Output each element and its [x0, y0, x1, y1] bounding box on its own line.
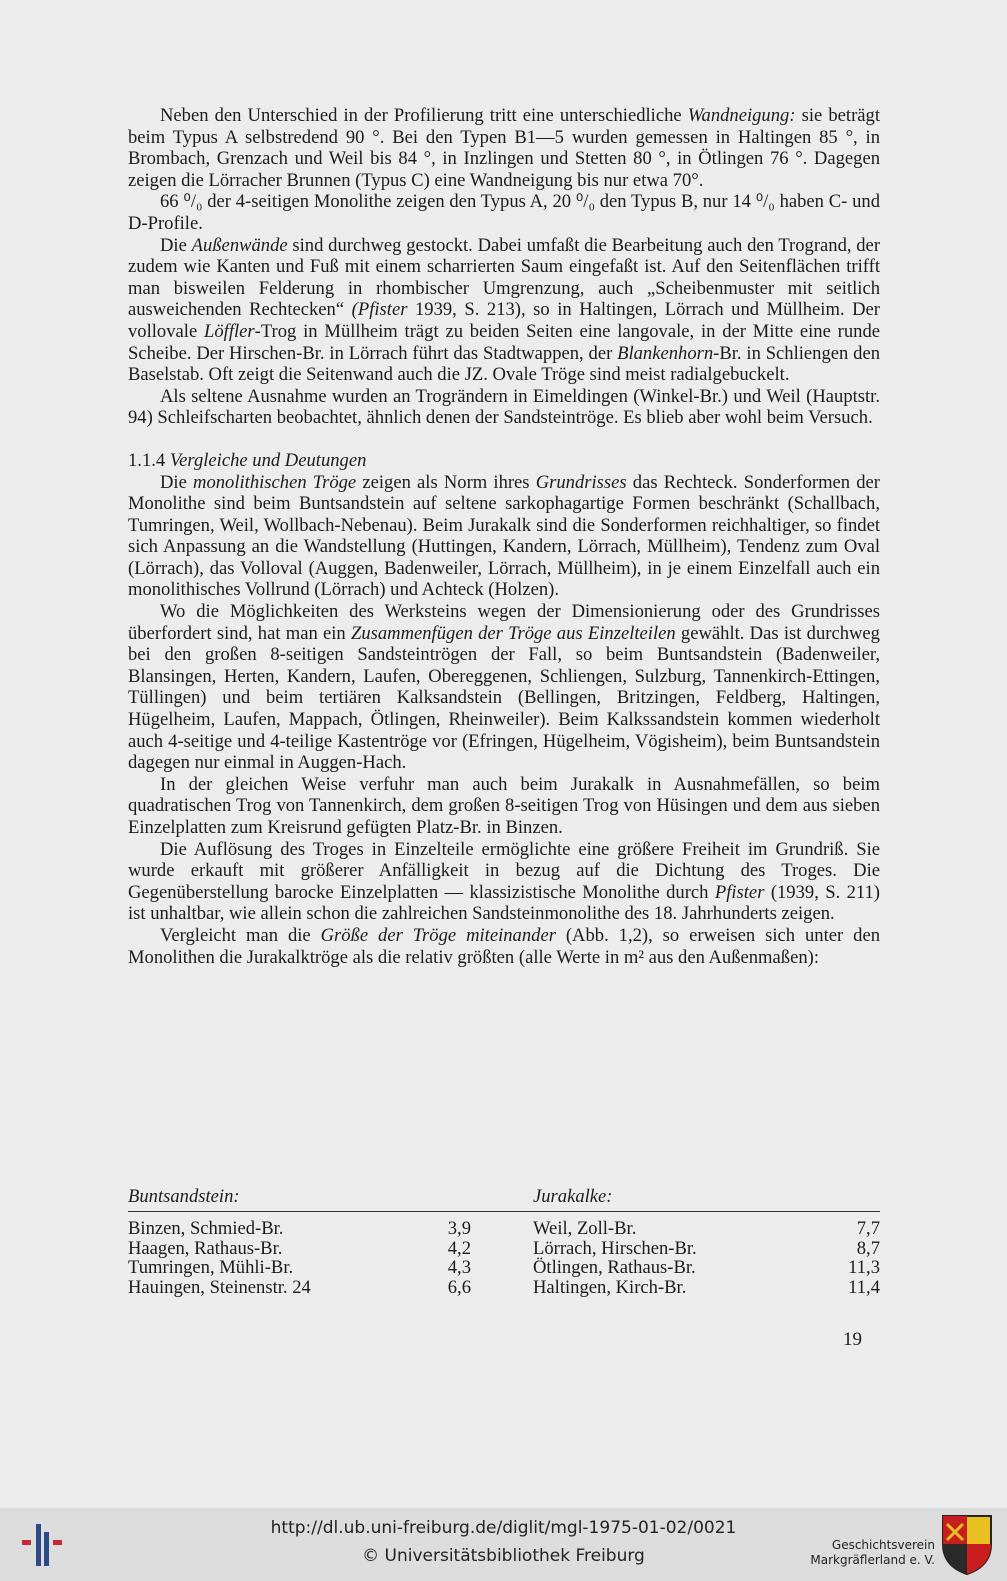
- society-line-1: Geschichtsverein: [831, 1538, 935, 1552]
- left-column: [128, 1219, 533, 1297]
- paragraph: [128, 774, 880, 839]
- paragraph: [128, 191, 880, 234]
- right-column: [533, 1219, 880, 1297]
- section-gap: [128, 429, 880, 450]
- place-cell: Ötlingen, Rathaus-Br.: [533, 1257, 696, 1278]
- paragraph: [128, 235, 880, 386]
- text-run: das Rechteck. Sonderformen der Monolithe sind beim Buntsandstein auf seltene sarkophagartige Formen beschränkt (Schallbach, Tumringen, Weil, Wollbach-Nebenau). Beim Jurakalk sind die Sonderformen reichhaltiger, so findet sich Anpassung an die Wandstellung (Huttingen, Kandern, Lörrach, Müllheim), Tendenz zum Oval (Lörrach), das Volloval (Auggen, Badenweiler, Lörrach, Müllheim), in je einem Einzelfall auch ein monolithisches Vollrund (Lörrach) und Achteck (Holzen).: [128, 471, 881, 601]
- text-run: (1939, S. 211) ist unhaltbar, wie allein schon die zahlreichen Sandsteinmonolithe des 18. Jahrhunderts zeigen.: [128, 881, 880, 925]
- place-cell: Weil, Zoll-Br.: [533, 1218, 637, 1239]
- text-run: sie beträgt beim Typus A selbstredend 90 °. Bei den Typen B1—5 wurden gemessen in Haltingen 85 °, in Brombach, Grenzach und Weil bis 84 °, in Inzlingen und Stetten 80 °, in Ötlingen 76 °. Dagegen zeigen die Lörracher Brunnen (Typus C) eine Wandneigung bis nur etwa 70°.: [128, 105, 880, 191]
- paragraph: [128, 472, 880, 602]
- emphasis: Löffler: [204, 320, 255, 342]
- text-run: zeigen als Norm ihres: [356, 471, 536, 493]
- paragraph: [128, 839, 880, 925]
- left-column-header: Buntsandstein:: [128, 1186, 240, 1207]
- text-run: 1939, S. 213), so in Haltingen, Lörrach und Müllheim. Der vollovale: [128, 299, 880, 342]
- emphasis: (Pfister: [351, 299, 408, 321]
- value-cell: 6,6: [447, 1276, 471, 1298]
- place-cell: Tumringen, Mühli-Br.: [128, 1257, 294, 1278]
- table-row: [128, 1239, 533, 1259]
- value-cell: 11,4: [848, 1276, 880, 1298]
- body-text: [128, 105, 880, 968]
- place-cell: Lörrach, Hirschen-Br.: [533, 1237, 697, 1259]
- text-run: Die: [160, 471, 194, 493]
- section-number: 1.1.4: [128, 449, 166, 471]
- paragraph-block-2: [128, 472, 880, 969]
- text-run: 66 ⁰/₀ der 4-seitigen Monolithe zeigen den Typus A, 20 ⁰/₀ den Typus B, nur 14 ⁰/₀ haben C- und D-Profile.: [128, 191, 880, 234]
- place-cell: Haltingen, Kirch-Br.: [533, 1276, 687, 1298]
- table-row: [533, 1219, 880, 1239]
- footer-url[interactable]: http://dl.ub.uni-freiburg.de/diglit/mgl-1975-01-02/0021: [270, 1518, 737, 1538]
- text-run: Die Auflösung des Troges in Einzelteile ermöglichte eine größere Freiheit im Grundriß. Sie wurde erkauft mit größerer Anfälligkeit in bezug auf die Dichtung des Troges. Die Gegenüberstellung barocke Einzelplatten — klassizistische Monolithe durch: [128, 838, 880, 903]
- footer-bar: [0, 1508, 1007, 1581]
- text-run: Wo die Möglichkeiten des Werksteins wegen der Dimensionierung oder des Grundrisses überfordert sind, hat man ein: [128, 601, 880, 644]
- society-name: [810, 1538, 935, 1568]
- table-row: [128, 1219, 533, 1239]
- emphasis: Größe der Tröge miteinander: [320, 924, 556, 946]
- value-cell: 3,9: [447, 1218, 471, 1239]
- paragraph: [128, 105, 880, 191]
- emphasis: monolithischen Tröge: [193, 471, 357, 493]
- table-body: [128, 1219, 880, 1297]
- table-row: [533, 1258, 880, 1278]
- place-cell: Hauingen, Steinenstr. 24: [128, 1276, 311, 1298]
- text-run: In der gleichen Weise verfuhr man auch beim Jurakalk in Ausnahmefällen, so beim quadratischen Trog von Tannenkirch, dem großen 8-seitigen Trog von Hüsingen und dem aus sieben Einzelplatten zum Kreisrund gefügten Platz-Br. in Binzen.: [128, 773, 880, 838]
- text-run: -Br. in Schliengen den Baselstab. Oft zeigt die Seitenwand auch die JZ. Ovale Tröge sind meist radialgebuckelt.: [128, 342, 880, 386]
- value-cell: 4,2: [447, 1237, 471, 1259]
- table-row: [533, 1239, 880, 1259]
- paragraph: [128, 925, 880, 968]
- value-cell: 8,7: [856, 1237, 880, 1259]
- section-heading: [128, 450, 880, 472]
- table-header: [128, 1187, 880, 1212]
- text-run: (Abb. 1,2), so erweisen sich unter den Monolithen die Jurakalktröge als die relativ größten (alle Werte in m² aus den Außenmaßen):: [128, 924, 880, 968]
- table-row: [128, 1278, 533, 1298]
- text-run: gewählt. Das ist durchweg bei den großen 8-seitigen Sandsteintrögen der Fall, so beim Buntsandstein (Badenweiler, Blansingen, Herten, Kandern, Laufen, Obereggenen, Schliengen, Sulzburg, Tannenkirch-Ettingen, Tüllingen) und beim tertiären Kalksandstein (Bellingen, Britzingen, Feldberg, Haltingen, Hügelheim, Laufen, Mappach, Ötlingen, Rheinweiler). Beim Kalkssandstein kommen wiederholt auch 4-seitige und 4-teilige Kastentröge vor (Efringen, Hügelheim, Vögisheim), beim Buntsandstein dagegen nur einmal in Auggen-Hach.: [128, 622, 880, 774]
- footer-copyright: © Universitätsbibliothek Freiburg: [362, 1546, 645, 1566]
- right-column-header: Jurakalke:: [533, 1186, 613, 1207]
- emphasis: Grundrisses: [535, 471, 627, 493]
- emphasis: Zusammenfügen der Tröge aus Einzelteilen: [350, 622, 676, 644]
- emphasis: Blankenhorn: [617, 342, 714, 364]
- paragraph: [128, 386, 880, 429]
- table-row: [128, 1258, 533, 1278]
- value-cell: 4,3: [447, 1257, 471, 1278]
- text-run: sind durchweg gestockt. Dabei umfaßt die Bearbeitung auch den Trogrand, der zudem wie Kanten und Fuß mit einem scharrierten Saum eingefaßt ist. Auf den Seitenflächen trifft man bisweilen Felderung in rhombischer Umgrenzung, auch „Scheibenmuster mit seitlich ausweichenden Rechtecken“: [128, 234, 881, 321]
- coat-of-arms-icon: [941, 1514, 993, 1580]
- text-run: Neben den Unterschied in der Profilierung tritt eine unterschiedliche: [160, 105, 688, 126]
- emphasis: Pfister: [714, 881, 765, 903]
- table-row: [533, 1278, 880, 1298]
- society-line-2: Markgräflerland e. V.: [810, 1553, 935, 1567]
- paragraph-block-1: [128, 105, 880, 429]
- text-run: -Trog in Müllheim trägt zu beiden Seiten eine langovale, in der Mitte eine runde Scheibe. Der Hirschen-Br. in Lörrach führt das Stadtwappen, der: [128, 320, 881, 364]
- value-cell: 7,7: [856, 1218, 880, 1239]
- emphasis: Außenwände: [191, 234, 288, 256]
- text-run: Als seltene Ausnahme wurden an Trogrändern in Eimeldingen (Winkel-Br.) und Weil (Hauptstr. 94) Schleifscharten beobachtet, ähnlich denen der Sandsteintröge. Es blieb aber wohl beim Versuch.: [128, 385, 880, 429]
- size-table: [128, 1187, 880, 1297]
- section-title: Vergleiche und Deutungen: [169, 449, 367, 471]
- emphasis: Wandneigung:: [687, 105, 796, 126]
- value-cell: 11,3: [848, 1257, 880, 1278]
- text-run: Die: [160, 234, 192, 256]
- place-cell: Binzen, Schmied-Br.: [128, 1218, 284, 1239]
- paragraph: [128, 601, 880, 774]
- place-cell: Haagen, Rathaus-Br.: [128, 1237, 283, 1259]
- text-run: Vergleicht man die: [160, 924, 321, 946]
- page-number: 19: [843, 1329, 862, 1350]
